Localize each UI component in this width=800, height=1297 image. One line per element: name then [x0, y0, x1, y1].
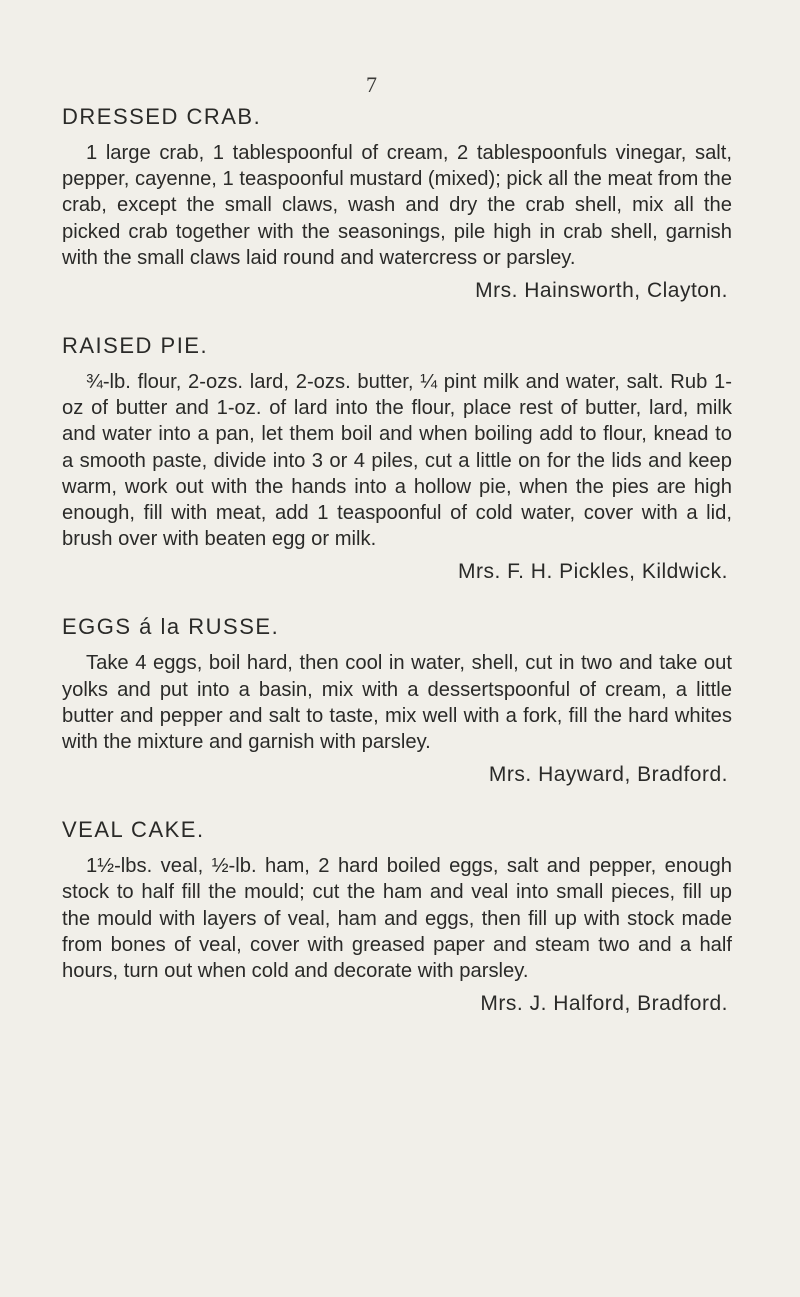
recipe-body: 1 large crab, 1 tablespoonful of cream, 2 tablespoonfuls vinegar, salt, pepper, cayenne, 1 teaspoonful mustard (mixed); pick all the meat from the crab, except the small claws, wash and dry the crab shell, mix all the picked crab together with the seasonings, pile high in crab shell, garnish with the small claws laid round and watercress or parsley.: [62, 142, 732, 269]
recipe-title: EGGS á la RUSSE.: [62, 614, 280, 640]
recipe-body: Take 4 eggs, boil hard, then cool in water, shell, cut in two and take out yolks and put into a basin, mix with a dessertspoonful of cream, a little butter and pepper and salt to taste, mix well with a fork, fill the hard whites with the mixture and garnish with parsley.: [62, 652, 732, 754]
recipe-veal-cake: [62, 817, 732, 1016]
recipe-eggs-a-la-russe: [62, 614, 732, 787]
recipe-title: RAISED PIE.: [62, 333, 209, 359]
recipe-title: VEAL CAKE.: [62, 817, 205, 843]
recipe-author: Mrs. F. H. Pickles, Kildwick.: [457, 560, 728, 584]
recipe-author: Mrs. J. Halford, Bradford.: [480, 992, 728, 1016]
recipe-dressed-crab: [62, 104, 732, 303]
recipe-title: DRESSED CRAB.: [62, 104, 262, 129]
recipe-body: ¾-lb. flour, 2-ozs. lard, 2-ozs. butter, ¼ pint milk and water, salt. Rub 1-oz of butter and 1-oz. of lard into the flour, place rest of butter, lard, milk and water into a pan, let them boil and when boiling add to flour, knead to a smooth paste, divide into 3 or 4 piles, cut a little on for the lids and keep warm, work out with the hands into a hollow pie, when the pies are high enough, fill with meat, add 1 teaspoonful of cold water, cover with a lid, brush over with beaten egg or milk.: [62, 371, 732, 551]
recipe-author: Mrs. Hainsworth, Clayton.: [475, 279, 728, 303]
recipe-body: 1½-lbs. veal, ½-lb. ham, 2 hard boiled eggs, salt and pepper, enough stock to half fill the mould; cut the ham and veal into small pieces, fill up the mould with layers of veal, ham and eggs, then fill up with stock made from bones of veal, cover with greased paper and steam two and a half hours, turn out when cold and decorate with parsley.: [62, 855, 732, 983]
recipe-page: [62, 104, 732, 1046]
recipe-raised-pie: [62, 333, 732, 584]
page-number: 7: [366, 72, 377, 97]
recipe-author: Mrs. Hayward, Bradford.: [488, 763, 728, 787]
